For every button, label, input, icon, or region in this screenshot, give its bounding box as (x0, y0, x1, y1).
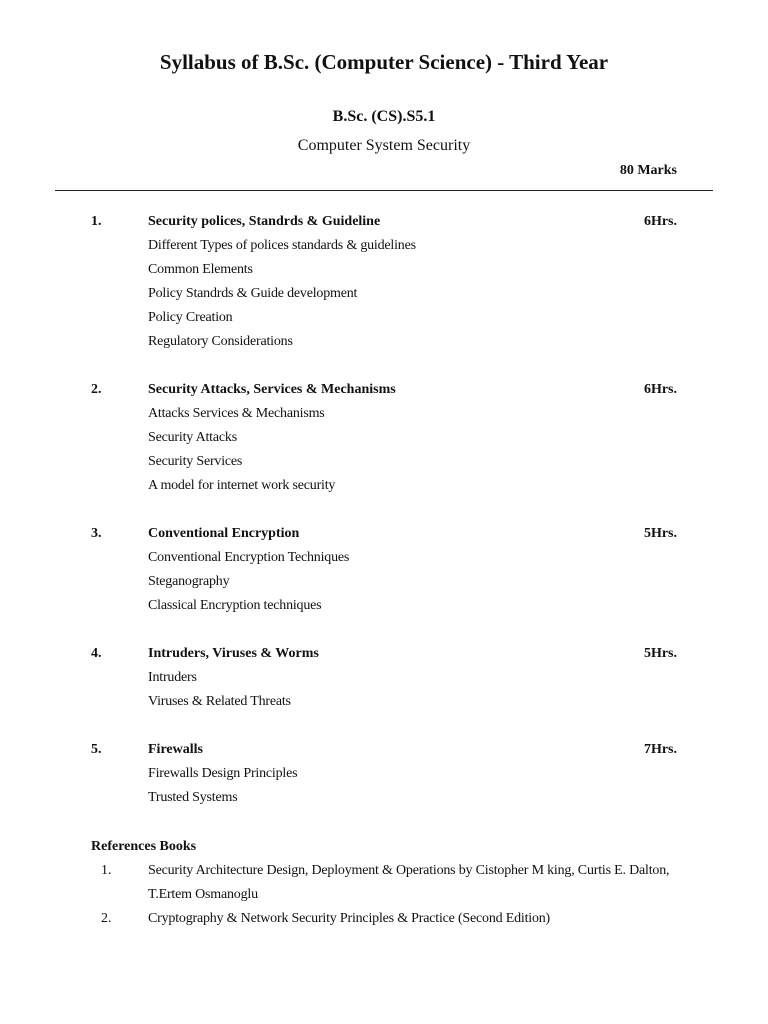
course-code: B.Sc. (CS).S5.1 (332, 108, 436, 125)
unit-number: 1. (91, 214, 102, 229)
reference-text: Cryptography & Network Security Principles & Practice (Second Edition) (148, 911, 551, 926)
total-marks: 80 Marks (619, 163, 677, 178)
unit-title: Security Attacks, Services & Mechanisms (148, 382, 396, 397)
topic-item: Viruses & Related Threats (148, 694, 291, 709)
page-title: Syllabus of B.Sc. (Computer Science) - Third Year (159, 50, 609, 74)
topic-item: Attacks Services & Mechanisms (148, 406, 325, 421)
reference-number: 2. (101, 911, 112, 926)
reference-item (0, 859, 768, 907)
unit-number: 3. (91, 526, 102, 541)
unit-hours: 6Hrs. (643, 214, 677, 229)
unit-hours: 5Hrs. (643, 646, 677, 661)
topic-item: Classical Encryption techniques (148, 598, 322, 613)
reference-item (0, 907, 768, 931)
topic-item: Common Elements (148, 262, 253, 277)
topic-item: Regulatory Considerations (148, 334, 293, 349)
topic-item: Security Services (148, 454, 243, 469)
topic-item: Steganography (148, 574, 230, 589)
unit-hours: 7Hrs. (643, 742, 677, 757)
unit-title: Intruders, Viruses & Worms (148, 646, 319, 661)
unit-title: Firewalls (148, 742, 203, 757)
unit-4 (0, 642, 768, 714)
unit-hours: 5Hrs. (643, 526, 677, 541)
unit-title: Conventional Encryption (148, 526, 300, 541)
unit-1 (0, 210, 768, 354)
topic-item: Conventional Encryption Techniques (148, 550, 350, 565)
topic-item: Policy Standrds & Guide development (148, 286, 358, 301)
unit-5 (0, 738, 768, 810)
subject-name: Computer System Security (297, 137, 471, 154)
topic-item: Policy Creation (148, 310, 233, 325)
topic-item: A model for internet work security (148, 478, 336, 493)
topic-item: Trusted Systems (148, 790, 238, 805)
topic-item: Different Types of polices standards & guidelines (148, 238, 416, 253)
header-divider (55, 190, 713, 191)
unit-hours: 6Hrs. (643, 382, 677, 397)
topic-item: Firewalls Design Principles (148, 766, 298, 781)
reference-text: Security Architecture Design, Deployment & Operations by Cistopher M king, Curtis E. Dalton, T.Ertem Osmanoglu (148, 863, 670, 902)
references-section (0, 835, 768, 931)
unit-title: Security polices, Standrds & Guideline (148, 214, 381, 229)
topic-item: Security Attacks (148, 430, 237, 445)
unit-3 (0, 522, 768, 618)
unit-number: 4. (91, 646, 102, 661)
units-list (0, 210, 768, 834)
references-heading: References Books (91, 839, 197, 854)
reference-number: 1. (101, 863, 112, 878)
unit-number: 2. (91, 382, 102, 397)
unit-2 (0, 378, 768, 498)
topic-item: Intruders (148, 670, 197, 685)
unit-number: 5. (91, 742, 102, 757)
